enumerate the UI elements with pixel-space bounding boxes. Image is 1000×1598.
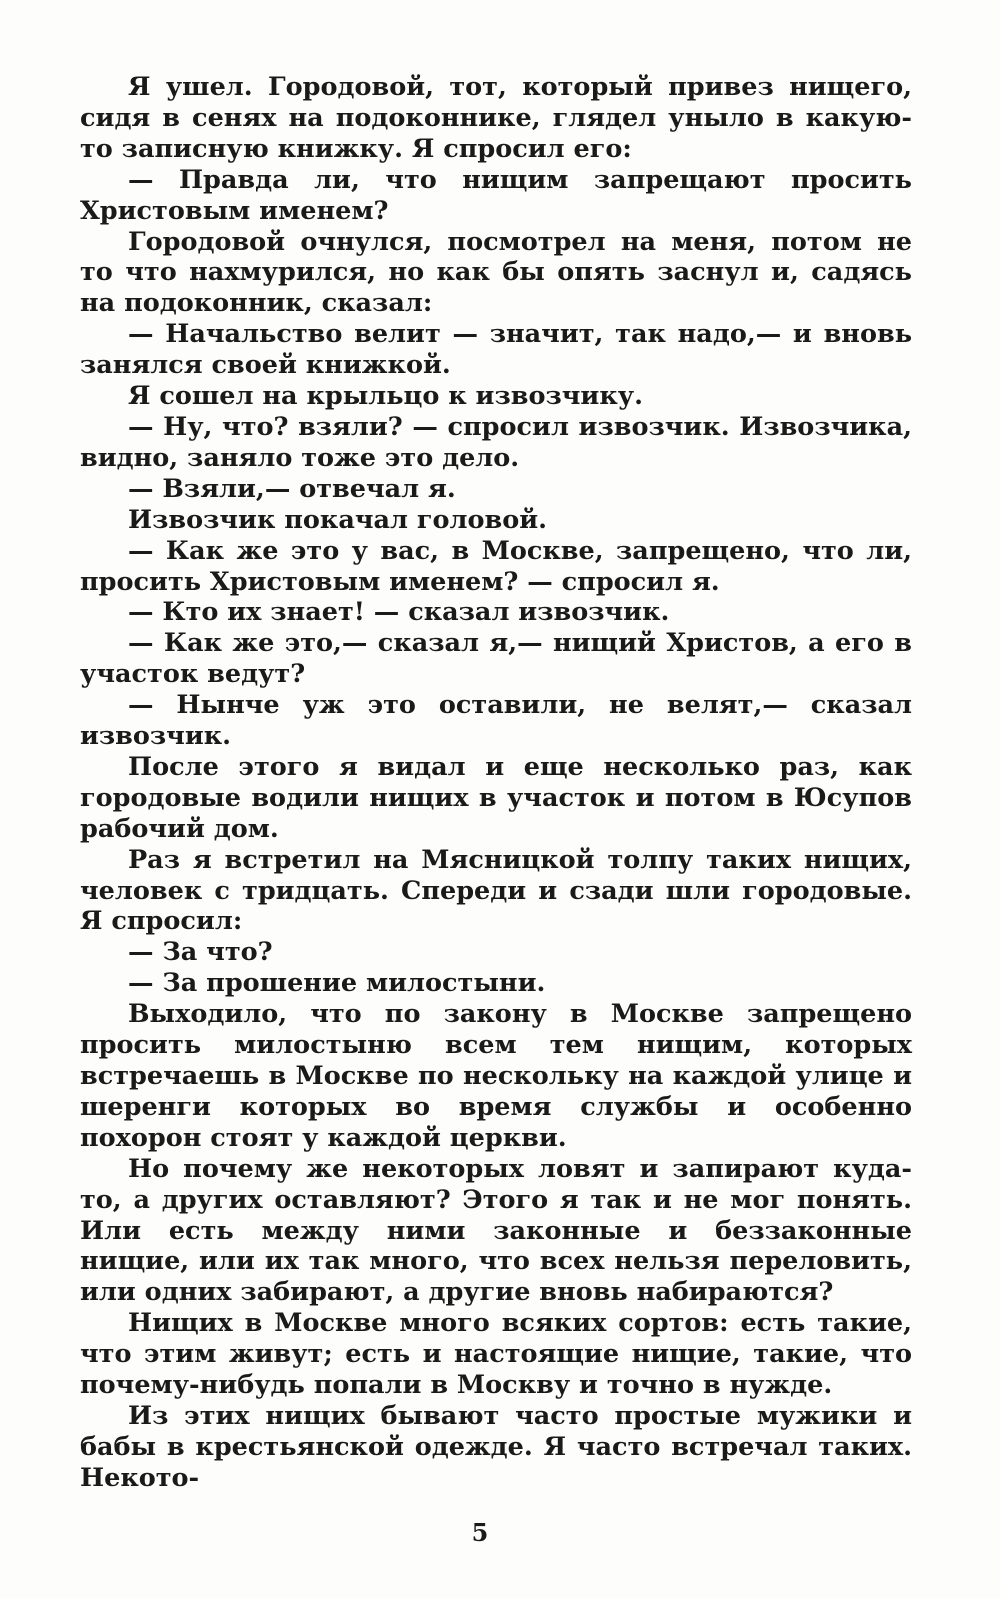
paragraph: Городовой очнулся, посмотрел на меня, потом не то что нахмурился, но как бы опять заснул и, садясь на подоконник, сказал: [80, 226, 912, 319]
paragraph: Из этих нищих бывают часто простые мужики и бабы в крестьянской одежде. Я часто встречал таких. Некото- [80, 1400, 912, 1493]
paragraph: Но почему же некоторых ловят и запирают куда-то, а других оставляют? Этого я так и не мог понять. Или есть между ними законные и беззаконные нищие, или их так много, что всех нельзя переловить, или одних забирают, а другие вновь набираются? [80, 1153, 912, 1308]
page-number: 5 [471, 1518, 489, 1547]
paragraph: — Начальство велит — значит, так надо,— и вновь занялся своей книжкой. [80, 319, 912, 381]
page-body-text [80, 72, 912, 1494]
paragraph: Я сошел на крыльцо к извозчику. [128, 381, 643, 412]
paragraph: — Правда ли, что нищим запрещают просить Христовым именем? [80, 164, 912, 226]
paragraph: — Ну, что? взяли? — спросил извозчик. Извозчика, видно, заняло тоже это дело. [80, 411, 912, 473]
paragraph: Извозчик покачал головой. [128, 504, 548, 535]
paragraph: Нищих в Москве много всяких сортов: есть такие, что этим живут; есть и настоящие нищие, такие, что почему-нибудь попали в Москву и точно в нужде. [80, 1308, 912, 1401]
paragraph: — За прошение милостыни. [128, 968, 546, 999]
paragraph: После этого я видал и еще несколько раз, как городовые водили нищих в участок и потом в Юсупов рабочий дом. [80, 751, 912, 844]
paragraph: Выходило, что по закону в Москве запрещено просить милостыню всем тем нищим, которых встречаешь в Москве по нескольку на каждой улице и шеренги которых во время службы и особенно похорон стоят у каждой церкви. [80, 999, 912, 1153]
paragraph: Я ушел. Городовой, тот, который привез нищего, сидя в сенях на подоконнике, глядел уныло в какую-то записную книжку. Я спросил его: [80, 72, 912, 164]
paragraph: — За что? [128, 937, 273, 968]
paragraph: — Как же это у вас, в Москве, запрещено, что ли, просить Христовым именем? — спросил я. [80, 535, 912, 597]
paragraph: — Взяли,— отвечал я. [128, 473, 456, 504]
paragraph: — Кто их знает! — сказал извозчик. [128, 597, 670, 628]
paragraph: — Нынче уж это оставили, не велят,— сказал извозчик. [80, 690, 912, 752]
paragraph: — Как же это,— сказал я,— нищий Христов, а его в участок ведут? [80, 628, 912, 690]
paragraph: Раз я встретил на Мясницкой толпу таких нищих, человек с тридцать. Спереди и сзади шли городовые. Я спросил: [80, 844, 912, 937]
